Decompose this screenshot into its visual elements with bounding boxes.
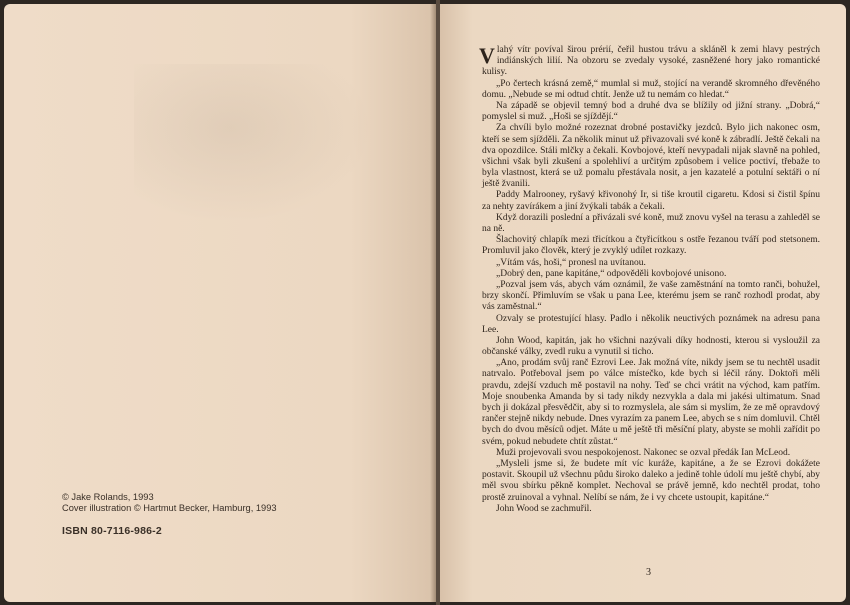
paragraph: Šlachovitý chlapík mezi třicítkou a čtyřicítkou s ostře řezanou tváří pod stetsonem. Promluvil jako člověk, který je zvyklý udílet rozkazy. <box>482 235 820 257</box>
paragraph: „Dobrý den, pane kapitáne,“ odpověděli kovbojové unisono. <box>496 268 727 279</box>
colophon <box>62 492 362 537</box>
paragraph: Muži projevovali svou nespokojenost. Nakonec se ozval předák Ian McLeod. <box>496 447 791 458</box>
cover-illustration-line: Cover illustration © Hartmut Becker, Hamburg, 1993 <box>62 502 277 513</box>
isbn: ISBN 80-7116-986-2 <box>62 525 162 537</box>
chapter-text <box>479 43 820 515</box>
paragraph: John Wood, kapitán, jak ho všichni nazývali díky hodnosti, kterou si vysloužil za občanské války, zvedl ruku a vynutil si ticho. <box>482 335 820 358</box>
paragraph: „Po čertech krásná země,“ mumlal si muž, stojící na verandě skromného dřevěného domu. „Nebude se mi odtud chtít. Jenže už tu nemám co hledat.“ <box>482 78 820 100</box>
paragraph: Na západě se objevil temný bod a druhé dva se blížily od jižní strany. „Dobrá,“ pomyslel si muž. „Hoši se sjíždějí.“ <box>482 100 820 123</box>
paragraph: „Mysleli jsme si, že budete mít víc kuráže, kapitáne, a že se Ezrovi dokážete postavit. Skoupil už všechnu půdu široko daleko a jedině tohle údolí mu ještě chybí, aby měl svou sbírku pěkně komplet. Nechoval se právě jemně, kdo nechtěl prodat, toho prostě zruinoval a vyhnal. Nelíbí se nám, že i vy chcete ustoupit, kapitáne.“ <box>482 458 820 503</box>
paragraph: Když dorazili poslední a přivázali své koně, muž znovu vyšel na terasu a zahleděl se na ně. <box>482 212 820 234</box>
paragraph: Ozvaly se protestující hlasy. Padlo i několik neuctivých poznámek na adresu pana Lee. <box>482 313 820 335</box>
copyright-line: © Jake Rolands, 1993 <box>62 492 154 502</box>
paragraph: „Pozval jsem vás, abych vám oznámil, že vaše zaměstnání na tomto ranči, bohužel, brzy skončí. Přimluvím se však u pana Lee, kterému jsem se ranč rozhodl prodat, aby vás zaměstnal.“ <box>482 279 820 313</box>
paragraph: John Wood se zachmuřil. <box>496 503 592 514</box>
paragraph: „Ano, prodám svůj ranč Ezrovi Lee. Jak možná víte, nikdy jsem se tu nechtěl usadit natrvalo. Potřeboval jsem po válce místečko, kde bych si léčil rány. Doktoři měli pravdu, zdejší vzduch mě postavil na nohy. Teď se chci vrátit na východ, kam patřím. Moje snoubenka Amanda by si tady nikdy nezvykla a dala mi jakési ultimatum. Snad bych ji dokázal přesvědčit, aby si to rozmyslela, ale sám si myslím, že ze mě opravdový rančer stejně nikdy nebude. Dnes vyrazím za panem Lee, abych se s ním domluvil. Chtěl bych do dvou měsíců odjet. Máte u mě ještě tři měsíční platy, abyste se mohli zařídit po svém, pokud nebudete chtít zůstat.“ <box>482 358 820 447</box>
drop-cap: V <box>479 43 495 68</box>
first-paragraph-text: lahý vítr povíval širou prérií, čeřil hustou trávu a skláněl k zemi hlavy pestrých indiánských lilií. Na obzoru se zvedaly vysoké, zasněžené hory jako romantické kulisy. <box>482 45 820 78</box>
paragraph: „Vítám vás, hoši,“ pronesl na uvítanou. <box>496 257 646 268</box>
show-through-ghost <box>134 64 374 224</box>
first-paragraph <box>479 43 820 79</box>
paragraph: Za chvíli bylo možné rozeznat drobné postavičky jezdců. Bylo jich nakonec osm, kteří se sem sjížděli. Za několik minut už přivazovali své koně k zábradlí. Ještě čekali na dva opozdilce. Stáli mlčky a čekali. Kovbojové, kteří nevypadali nijak slavně na pohled, všichni však byli zkušení a spolehliví a určitým způsobem i velice poctiví, třebaže to byla vlastnost, která se už pomalu přestávala nosit, a jen kazatelé a potulní sektáři o ní ještě žvanili. <box>482 123 820 190</box>
paragraph: Paddy Malrooney, ryšavý křivonohý Ir, si tiše kroutil cigaretu. Kdosi si čistil špínu za nehty zavírákem a jiní žvýkali tabák a čekali. <box>482 190 820 212</box>
page-number: 3 <box>646 567 651 578</box>
